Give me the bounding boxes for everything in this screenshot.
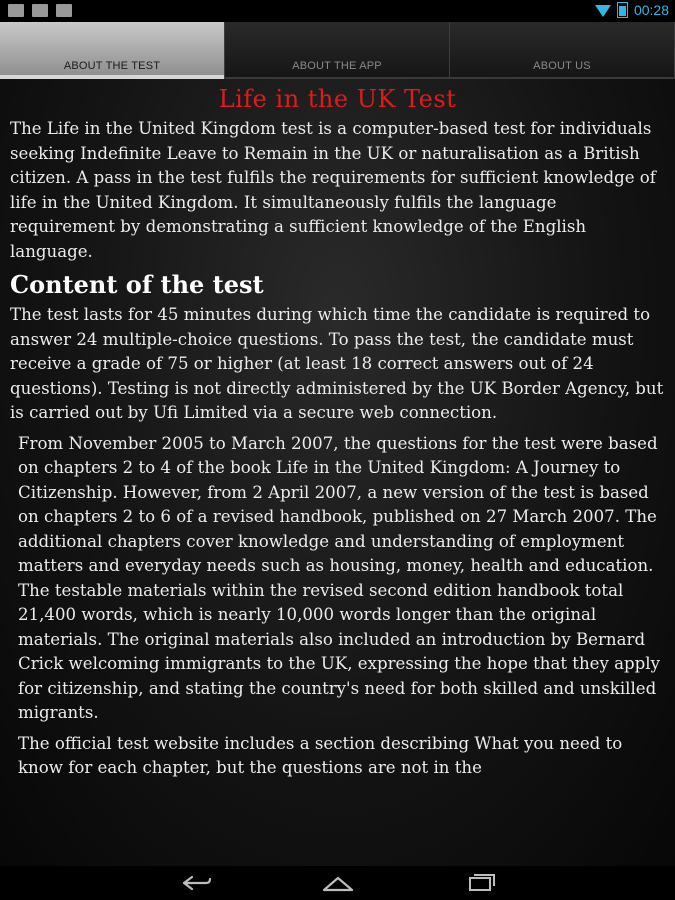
wifi-icon <box>595 5 611 17</box>
status-indicators <box>595 2 669 18</box>
status-bar <box>0 0 675 22</box>
clock: 00:28 <box>633 2 669 18</box>
download-icon <box>56 4 72 17</box>
battery-icon <box>617 2 628 18</box>
page-title: Life in the UK Test <box>218 85 457 113</box>
notification-icons <box>8 4 72 17</box>
tab-label: ABOUT US <box>533 60 591 72</box>
tab-about-the-test[interactable] <box>0 22 225 77</box>
paragraph-history: From November 2005 to March 2007, the questions for the test were based on chapters 2 to 4 of the book Life in the United Kingdom: A Journey to Citizenship. However, from 2 April 2007, a new version of the test is based on chapters 2 to 6 of a revised handbook, published on 27 March 2007. The additional chapters cover knowledge and understanding of employment matters and everyday needs such as housing, money, health and education. The testable materials within the revised second edition handbook total 21,400 words, which is nearly 10,000 words longer than the original materials. The original materials also included an introduction by Bernard Crick welcoming immigrants to the UK, expressing the hope that they apply for citizenship, and stating the country's need for both skilled and unskilled migrants. <box>18 433 660 722</box>
tab-label: ABOUT THE TEST <box>63 60 161 72</box>
tab-bar <box>0 22 675 79</box>
intro-paragraph: The Life in the United Kingdom test is a computer-based test for individuals seeking Indefinite Leave to Remain in the UK or naturalisation as a British citizen. A pass in the test fulfils the requirements for sufficient knowledge of life in the United Kingdom. It simultaneously fulfils the language requirement by demonstrating a sufficient knowledge of the English language. <box>10 119 656 261</box>
recent-apps-icon[interactable] <box>460 872 500 894</box>
tab-about-us[interactable] <box>450 22 675 77</box>
back-icon[interactable] <box>176 872 216 894</box>
paragraph-official-website: The official test website includes a section describing What you need to know for each chapter, but the questions are not in the <box>18 733 623 777</box>
tab-label: ABOUT THE APP <box>292 60 382 72</box>
scrollable-content[interactable] <box>0 79 675 866</box>
paragraph-test-duration: The test lasts for 45 minutes during which time the candidate is required to answer 24 multiple-choice questions. To pass the test, the candidate must receive a grade of 75 or higher (at least 18 correct answers out of 24 questions). Testing is not directly administered by the UK Border Agency, but is carried out by Ufi Limited via a secure web connection. <box>10 305 664 422</box>
section-heading: Content of the test <box>10 270 264 299</box>
tab-about-the-app[interactable] <box>225 22 450 77</box>
home-icon[interactable] <box>318 872 358 894</box>
navigation-bar <box>0 866 675 900</box>
game-controller-icon <box>32 4 48 17</box>
mail-icon <box>8 4 24 17</box>
